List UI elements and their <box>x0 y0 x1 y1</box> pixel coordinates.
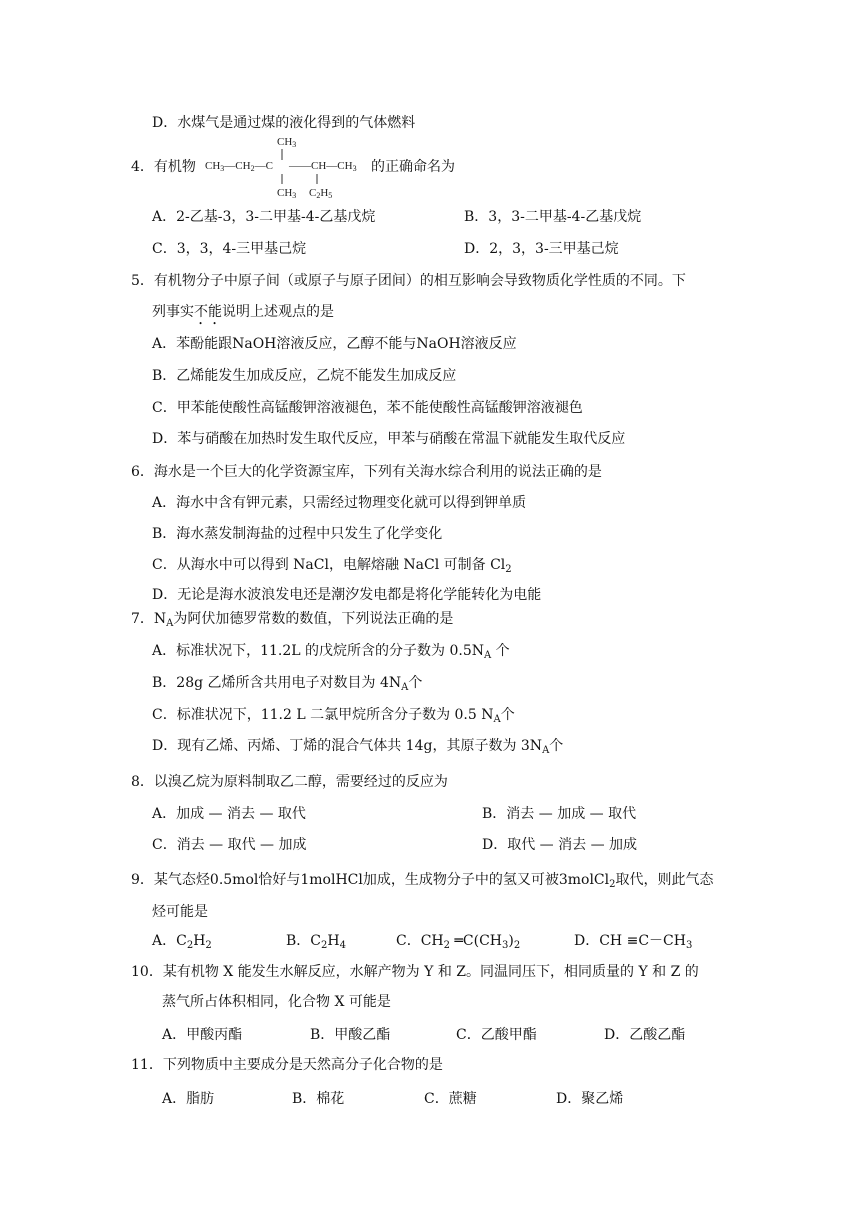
q4-stem-prefix: 4．有机物 <box>131 159 196 175</box>
q5-option-c: C．甲苯能使酸性高锰酸钾溶液褪色，苯不能使酸性高锰酸钾溶液褪色 <box>152 400 583 416</box>
q5-stem-line2: 列事实不能说明上述观点的是 <box>152 304 334 320</box>
q10-option-b: B．甲酸乙酯 <box>310 1027 391 1043</box>
q4-option-b: B．3，3-二甲基-4-乙基戊烷 <box>464 209 642 225</box>
q6-stem: 6．海水是一个巨大的化学资源宝库，下列有关海水综合利用的说法正确的是 <box>131 464 602 480</box>
q8-option-c: C．消去 — 取代 — 加成 <box>152 837 307 853</box>
q4-option-a: A．2-乙基-3，3-二甲基-4-乙基戊烷 <box>152 209 376 225</box>
q7-option-b: B．28g 乙烯所含共用电子对数目为 $4N_A$个 <box>152 675 423 693</box>
q7-option-a: A．标准状况下，11.2L 的戊烷所含的分子数为 $0.5N_A$ 个 <box>152 643 510 661</box>
q11-option-a: A．脂肪 <box>162 1091 215 1107</box>
formula-bottom-ch3: CH3 <box>277 187 297 200</box>
q11-stem: 11．下列物质中主要成分是天然高分子化合物的是 <box>131 1057 443 1073</box>
q6-option-d: D．无论是海水波浪发电还是潮汐发电都是将化学能转化为电能 <box>152 587 542 603</box>
q4-structural-formula <box>203 133 369 203</box>
formula-top-ch3: CH3 <box>277 136 297 149</box>
q6-option-c: C．从海水中可以得到 NaCl，电解熔融 NaCl 可制备 $Cl_2$ <box>152 557 512 575</box>
q8-option-a: A．加成 — 消去 — 取代 <box>152 806 306 822</box>
q9-option-b: B．$C_2H_4$ <box>286 933 346 951</box>
q10-stem-line1: 10．某有机物 X 能发生水解反应，水解产物为 Y 和 Z。同温同压下，相同质量的 Y 和 Z 的 <box>131 964 699 980</box>
q10-stem-line2: 蒸气所占体积相同，化合物 X 可能是 <box>162 994 391 1010</box>
q10-option-d: D．乙酸乙酯 <box>604 1027 686 1043</box>
double-bond: ═ <box>454 933 463 949</box>
q9-stem-line2: 烃可能是 <box>152 904 208 920</box>
q9-stem-line1: 9．某气态烃0.5mol恰好与1molHCl加成，生成物分子中的氢又可被3molCl$_2$取代，则此气态 <box>131 872 714 890</box>
q10-option-a: A．甲酸丙酯 <box>162 1027 243 1043</box>
q5-option-b: B．乙烯能发生加成反应，乙烷不能发生加成反应 <box>152 368 457 384</box>
q7-option-d: D．现有乙烯、丙烯、丁烯的混合气体共 14g，其原子数为 $3N_A$个 <box>152 738 564 756</box>
triple-bond: ≡ <box>626 933 639 949</box>
formula-bottom-c2h5: C2H5 <box>309 187 333 200</box>
q11-option-b: B．棉花 <box>292 1091 345 1107</box>
q9-option-c: C．$CH_2$ $═C(CH_3)_2$ <box>396 933 521 951</box>
q5-option-a: A．苯酚能跟NaOH溶液反应，乙醇不能与NaOH溶液反应 <box>152 336 517 352</box>
q5-option-d: D．苯与硝酸在加热时发生取代反应，甲苯与硝酸在常温下就能发生取代反应 <box>152 431 626 447</box>
q8-stem: 8．以溴乙烷为原料制取乙二醇，需要经过的反应为 <box>131 774 448 790</box>
q4-option-d: D．2，3，3-三甲基己烷 <box>464 241 619 257</box>
formula-main-right: ——CH—CH3 <box>289 160 357 173</box>
q8-option-d: D．取代 — 消去 — 加成 <box>482 837 638 853</box>
q4-option-c: C．3，3，4-三甲基己烷 <box>152 241 307 257</box>
q7-option-c: C．标准状况下，11.2 L 二氯甲烷所含分子数为 0.5 $N_A$个 <box>152 707 515 725</box>
q6-option-a: A．海水中含有钾元素，只需经过物理变化就可以得到钾单质 <box>152 495 527 511</box>
q10-option-c: C．乙酸甲酯 <box>456 1027 537 1043</box>
q7-stem: 7．$N_A$为阿伏加德罗常数的数值，下列说法正确的是 <box>131 611 454 629</box>
q5-emphasis: 不能 <box>194 304 222 320</box>
q3-option-d: D．水煤气是通过煤的液化得到的气体燃料 <box>152 115 416 131</box>
q6-option-b: B．海水蒸发制海盐的过程中只发生了化学变化 <box>152 526 443 542</box>
q11-option-c: C．蔗糖 <box>424 1091 477 1107</box>
q4-stem-suffix: 的正确命名为 <box>371 159 455 175</box>
q11-option-d: D．聚乙烯 <box>556 1091 624 1107</box>
formula-main-left: CH3—CH2—C <box>205 160 273 173</box>
q9-option-d: D．CH $\equiv C-CH_3$ <box>574 933 693 951</box>
q8-option-b: B．消去 — 加成 — 取代 <box>482 806 637 822</box>
q9-option-a: A．$C_2H_2$ <box>152 933 212 951</box>
q5-stem-line1: 5．有机物分子中原子间（或原子与原子团间）的相互影响会导致物质化学性质的不同。下 <box>131 273 686 289</box>
